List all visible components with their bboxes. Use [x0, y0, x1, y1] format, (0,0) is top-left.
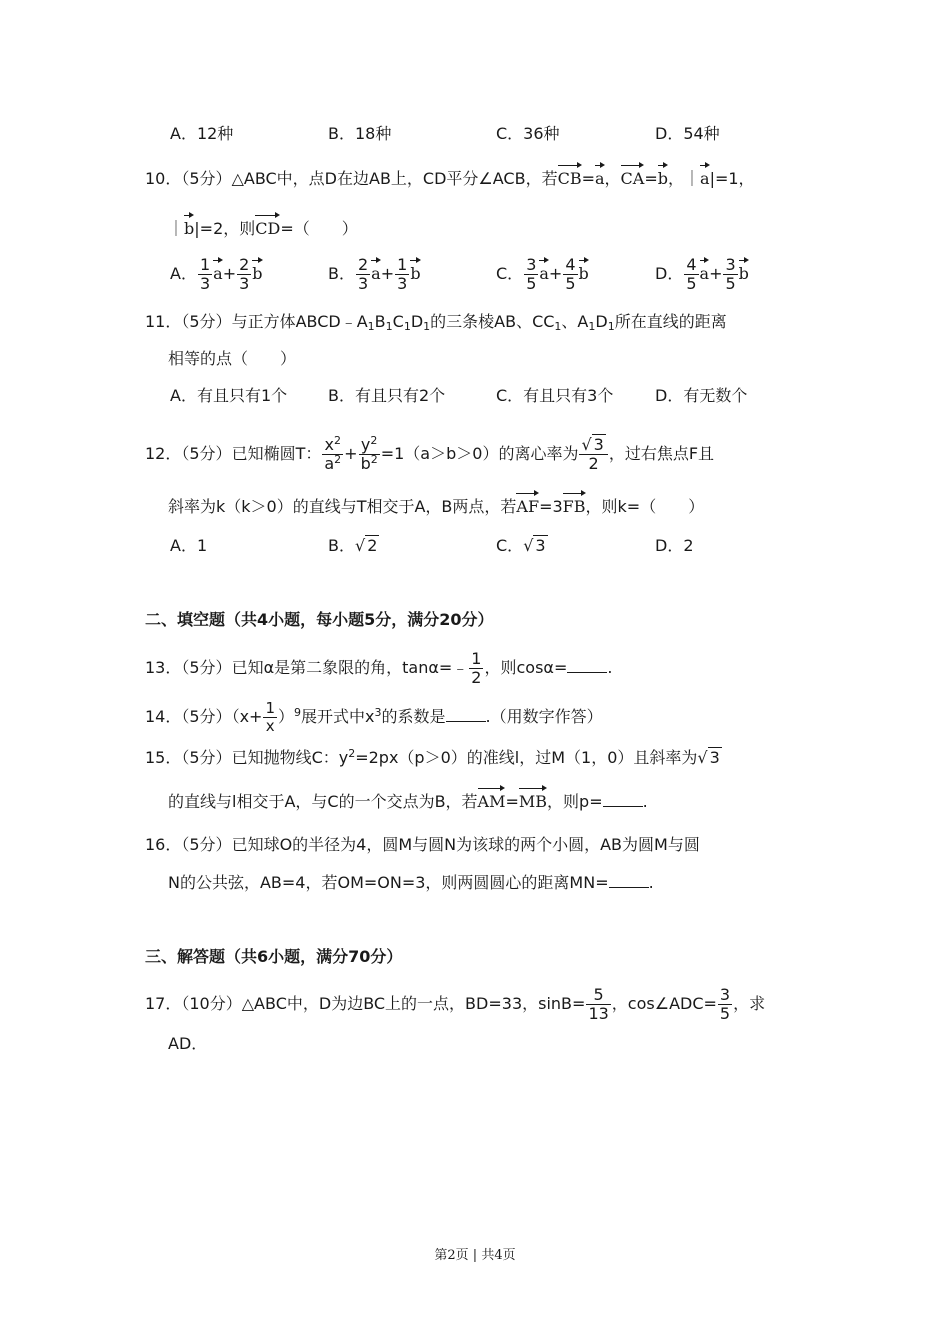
answer-blank[interactable]	[446, 707, 486, 722]
q16-line1	[145, 834, 700, 856]
plus-sign: +	[548, 264, 563, 283]
vector-b: b	[184, 219, 195, 238]
fraction	[718, 986, 732, 1023]
sqrt-icon: √ 2	[354, 536, 378, 555]
denominator: 5	[719, 1004, 731, 1023]
q14-tail: .（用数字作答）	[485, 707, 603, 726]
q16-text: N的公共弦，AB=4，若OM=ON=3，则两圆圆心的距离MN=	[168, 873, 609, 892]
vector-af: AF	[516, 497, 540, 516]
option-label: C．	[496, 536, 524, 555]
q10-option-c	[496, 256, 589, 293]
q12-option-a: A．1	[170, 536, 208, 555]
q10-comma: ，	[604, 169, 621, 188]
numerator: 5	[586, 986, 610, 1005]
q17-score: （10分）	[181, 994, 242, 1013]
plus-sign: +	[344, 444, 358, 463]
q12-text: 斜率为k（k＞0）的直线与T相交于A，B两点，若	[168, 497, 517, 516]
numerator: 3	[725, 255, 736, 274]
q10-eq: =	[581, 169, 595, 188]
q12-text: ，过右焦点F且	[608, 444, 715, 463]
q14-text: （x+	[231, 707, 263, 726]
q16-score: （5分）	[181, 835, 232, 854]
q14-text: 展开式中x	[301, 707, 375, 726]
fraction	[237, 256, 251, 293]
vector-b: b	[252, 264, 263, 283]
vector-ca: CA	[620, 169, 645, 188]
q15-score: （5分）	[181, 748, 232, 767]
numerator: 4	[565, 255, 576, 274]
q11-text: D	[595, 312, 608, 331]
q15-text: =2px（p＞0）的准线l，过M（1，0）且斜率为	[355, 748, 698, 767]
q17-line1	[145, 986, 765, 1023]
q11-line1	[145, 311, 727, 333]
q11-text: 所在直线的距离	[614, 312, 727, 331]
var-a: a	[324, 454, 335, 473]
q10-option-d	[655, 256, 749, 293]
option-label: C．	[496, 264, 524, 283]
subscript: 1	[367, 320, 375, 333]
q11-text: D	[410, 312, 424, 331]
numerator: 4	[686, 255, 697, 274]
q10-norm-bar: ｜	[168, 219, 185, 238]
vector-a: a	[700, 169, 710, 188]
q15-text: 已知抛物线C：y	[231, 748, 349, 767]
subscript: 1	[607, 320, 615, 333]
fraction-y2-b2	[359, 436, 380, 473]
q11-option-a: A．有且只有1个	[170, 386, 288, 405]
q9-option-b: B．18种	[328, 124, 392, 143]
q17-text: ，求	[733, 994, 766, 1013]
q15-line2	[168, 791, 648, 813]
fraction	[723, 256, 737, 293]
denominator	[359, 455, 380, 473]
plus-sign: +	[222, 264, 237, 283]
section-solutions-title: 三、解答题（共6小题，满分70分）	[145, 947, 403, 966]
q11-line2: 相等的点（ ）	[168, 349, 297, 368]
q11-text: 与正方体ABCD﹣A	[231, 312, 368, 331]
vector-a: a	[539, 264, 549, 283]
fraction	[395, 256, 409, 293]
q17-text: △ABC中，D为边BC上的一点，BD=33，sinB=	[241, 994, 586, 1013]
numerator: 3	[526, 255, 537, 274]
radicand: 3	[535, 536, 546, 555]
numerator: 1	[265, 699, 275, 717]
vector-a: a	[371, 264, 381, 283]
vector-mb: MB	[518, 792, 548, 811]
q11-text: B	[374, 312, 386, 331]
q13-line1	[145, 650, 612, 687]
q10-number: 10．	[145, 169, 182, 188]
answer-blank[interactable]	[609, 873, 649, 888]
q12-text: 已知椭圆T：	[231, 444, 322, 463]
vector-cd: CD	[255, 219, 281, 238]
q12-score: （5分）	[181, 444, 232, 463]
denominator: 3	[357, 274, 369, 293]
subscript: 1	[554, 320, 562, 333]
q10-option-b	[328, 256, 421, 293]
fraction	[563, 256, 577, 293]
fraction	[198, 256, 212, 293]
vector-b: b	[578, 264, 589, 283]
answer-blank[interactable]	[567, 658, 607, 673]
denominator: 5	[526, 274, 537, 293]
vector-fb: FB	[562, 497, 586, 516]
q10-line2	[168, 218, 358, 240]
var-x: x	[324, 435, 334, 454]
denominator: 3	[397, 274, 408, 293]
q11-score: （5分）	[181, 312, 232, 331]
q10-norm-value: |=1，	[709, 169, 755, 188]
q13-score: （5分）	[181, 658, 232, 677]
q12-option-b	[328, 535, 379, 557]
vector-b: b	[410, 264, 421, 283]
radicand: 2	[367, 536, 378, 555]
denominator: 3	[239, 274, 250, 293]
q12-option-c	[496, 535, 548, 557]
q16-text: 已知球O的半径为4，圆M与圆N为该球的两个小圆，AB为圆M与圆	[231, 835, 700, 854]
answer-blank[interactable]	[603, 792, 643, 807]
q16-number: 16．	[145, 835, 182, 854]
vector-am: AM	[477, 792, 506, 811]
superscript: 2	[348, 747, 356, 760]
q15-tail: .	[642, 792, 648, 811]
denominator: x	[265, 717, 275, 735]
subscript: 1	[588, 320, 596, 333]
fraction	[356, 256, 370, 293]
superscript: 2	[334, 453, 342, 466]
q14-text: ）	[278, 707, 295, 726]
q14-score: （5分）	[181, 707, 232, 726]
q12-line2	[168, 496, 704, 518]
q14-text: 的系数是	[381, 707, 446, 726]
subscript: 1	[403, 320, 411, 333]
fraction	[524, 256, 538, 293]
vector-a: a	[594, 169, 605, 188]
q11-text: 的三条棱AB、CC	[430, 312, 555, 331]
q13-tail: .	[607, 658, 613, 677]
q15-number: 15．	[145, 748, 182, 767]
fraction	[469, 650, 483, 687]
fraction-eccentricity	[579, 436, 607, 473]
q13-text: 已知α是第二象限的角，tanα=﹣	[231, 658, 469, 677]
q9-option-a: A．12种	[170, 124, 234, 143]
denominator: 5	[725, 274, 736, 293]
option-label: B．	[328, 536, 355, 555]
fraction-x2-a2	[322, 436, 343, 473]
q10-norm-bar: ｜	[684, 169, 701, 188]
plus-sign: +	[380, 264, 395, 283]
denominator: 5	[686, 274, 697, 293]
q11-number: 11．	[145, 312, 182, 331]
numerator: 2	[239, 255, 250, 274]
option-label: D．	[655, 264, 684, 283]
vector-a: a	[699, 264, 710, 283]
fraction	[586, 986, 610, 1023]
fraction	[684, 256, 698, 293]
radicand: 3	[593, 435, 604, 454]
superscript: 9	[294, 706, 302, 719]
q12-text: ，则k=（ ）	[585, 497, 705, 516]
q11-option-c: C．有且只有3个	[496, 386, 614, 405]
q15-eq: =	[505, 792, 519, 811]
q14-number: 14．	[145, 707, 182, 726]
q10-tail: =（ ）	[280, 219, 358, 238]
denominator: 5	[565, 274, 576, 293]
q17-number: 17．	[145, 994, 182, 1013]
q16-line2	[168, 872, 654, 894]
q10-score: （5分）	[181, 169, 232, 188]
q15-text: 的直线与l相交于A，与C的一个交点为B，若	[168, 792, 478, 811]
q12-number: 12．	[145, 444, 182, 463]
numerator	[579, 436, 607, 455]
vector-b: b	[657, 169, 668, 188]
q15-line1	[145, 747, 722, 769]
plus-sign: +	[709, 264, 723, 283]
numerator: 1	[199, 255, 211, 274]
fraction	[263, 700, 277, 735]
q9-option-d: D．54种	[655, 124, 720, 143]
q12-eq: =3	[539, 497, 563, 516]
vector-a: a	[213, 264, 223, 283]
q12-option-d: D．2	[655, 536, 694, 555]
subscript: 1	[385, 320, 393, 333]
var-y: y	[360, 435, 371, 454]
q11-text: C	[392, 312, 404, 331]
denominator: 3	[199, 274, 211, 293]
superscript: 2	[370, 453, 378, 466]
denominator: 2	[588, 454, 599, 473]
q13-text: ，则cosα=	[484, 658, 568, 677]
var-b: b	[360, 454, 371, 473]
q10-norm-value: |=2，则	[194, 219, 256, 238]
numerator: 1	[471, 649, 482, 668]
q9-option-c: C．36种	[496, 124, 560, 143]
q16-tail: .	[648, 873, 654, 892]
vector-cb: CB	[557, 169, 582, 188]
option-label: B．	[328, 264, 355, 283]
denominator: 13	[588, 1004, 609, 1023]
q10-eq: =	[644, 169, 658, 188]
subscript: 1	[423, 320, 431, 333]
q10-comma: ，	[668, 169, 685, 188]
sqrt-icon: √ 3	[581, 435, 604, 454]
q12-line1	[145, 436, 714, 473]
radicand: 3	[709, 748, 720, 767]
section-fill-in-blanks-title: 二、填空题（共4小题，每小题5分，满分20分）	[145, 610, 494, 629]
vector-b: b	[738, 264, 749, 283]
numerator: 2	[357, 255, 369, 274]
page-footer: 第2页 | 共4页	[434, 1248, 516, 1263]
q10-line1	[145, 168, 755, 190]
numerator: 3	[719, 985, 731, 1004]
q11-option-d: D．有无数个	[655, 386, 748, 405]
superscript: 2	[370, 434, 378, 447]
superscript: 3	[374, 706, 382, 719]
q13-number: 13．	[145, 658, 182, 677]
sqrt-icon: √ 3	[697, 748, 720, 767]
q11-text: 、A	[561, 312, 589, 331]
q10-option-a	[170, 256, 263, 293]
q15-text: ，则p=	[547, 792, 603, 811]
q17-text: ，cos∠ADC=	[611, 994, 717, 1013]
denominator: 2	[471, 668, 482, 687]
q12-text: =1（a＞b＞0）的离心率为	[380, 444, 579, 463]
denominator	[322, 455, 343, 473]
sqrt-icon: √ 3	[523, 536, 546, 555]
numerator: 1	[397, 255, 408, 274]
option-label: A．	[170, 264, 197, 283]
q11-option-b: B．有且只有2个	[328, 386, 446, 405]
q17-line2: AD．	[168, 1034, 208, 1053]
q10-text: △ABC中，点D在边AB上，CD平分∠ACB，若	[231, 169, 558, 188]
q14-line1	[145, 700, 603, 735]
superscript: 2	[333, 434, 341, 447]
